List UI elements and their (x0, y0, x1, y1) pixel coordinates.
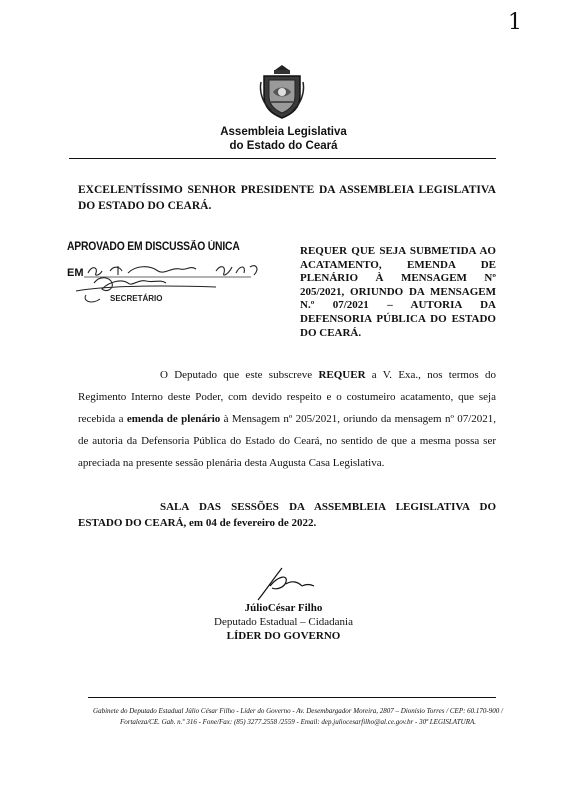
footer-address (78, 706, 518, 728)
body-emenda: emenda de plenário (126, 413, 221, 425)
footer-line-1: Gabinete do Deputado Estadual Júlio César Filho - Líder do Governo - Av. Desembargador Moreira, 2807 – Dionísio Torres / CEP: 60.170-900 / (93, 707, 503, 715)
page-number: 1 (508, 10, 522, 35)
institution-name: Assembleia Legislativa (220, 126, 347, 138)
header-divider (69, 158, 496, 159)
body-paragraph (78, 364, 496, 474)
institution-state: do Estado do Ceará (229, 140, 338, 152)
approval-stamp-handwriting (66, 253, 266, 313)
body-text-3: à Mensagem nº 205/2021, oriundo da mensagem nº 07/2021, de autoria da Defensoria Pública do Estado do Ceará, no sentido de que a mesma possa ser apreciada na presente sessão plenária desta Augusta Casa Legislativa. (78, 413, 496, 469)
request-summary: REQUER QUE SEJA SUBMETIDA AO ACATAMENTO, EMENDA DE PLENÁRIO À MENSAGEM Nº 205/2021, ORIUNDO DA MENSAGEM N.º 07/2021 – AUTORIA DA DEFENSORIA PÚBLICA DO ESTADO DO CEARÁ. (300, 245, 496, 339)
approval-stamp-em-label: EM (67, 267, 84, 279)
deputy-name: JúlioCésar Filho (244, 602, 323, 614)
body-text-2: a V. Exa., nos termos do Regimento Interno deste Poder, com devido respeito e o costumeiro acatamento, que seja recebida a (78, 369, 496, 425)
assembly-crest-icon (259, 62, 305, 120)
deputy-role: Deputado Estadual – Cidadania (214, 616, 353, 628)
addressee: EXCELENTÍSSIMO SENHOR PRESIDENTE DA ASSEMBLEIA LEGISLATIVA DO ESTADO DO CEARÁ. (78, 184, 496, 212)
footer-divider (88, 697, 496, 698)
body-text-1: O Deputado que este subscreve (160, 369, 319, 381)
body-requer: REQUER (318, 369, 366, 381)
footer-line-2: Fortaleza/CE. Gab. n.º 316 - Fone/Fax: (85) 3277.2558 /2559 - Email: dep.juliocesarfilho@al.ce.gov.br - 30ª LEGISLATURA. (119, 718, 477, 726)
deputy-signature (252, 564, 318, 604)
deputy-title: LÍDER DO GOVERNO (226, 630, 341, 642)
approval-stamp-role: SECRETÁRIO (110, 294, 163, 303)
closing-statement: SALA DAS SESSÕES DA ASSEMBLEIA LEGISLATIVA DO ESTADO DO CEARÁ, em 04 de fevereiro de 2022. (78, 501, 496, 529)
approval-stamp-title: APROVADO EM DISCUSSÃO ÚNICA (67, 241, 240, 253)
